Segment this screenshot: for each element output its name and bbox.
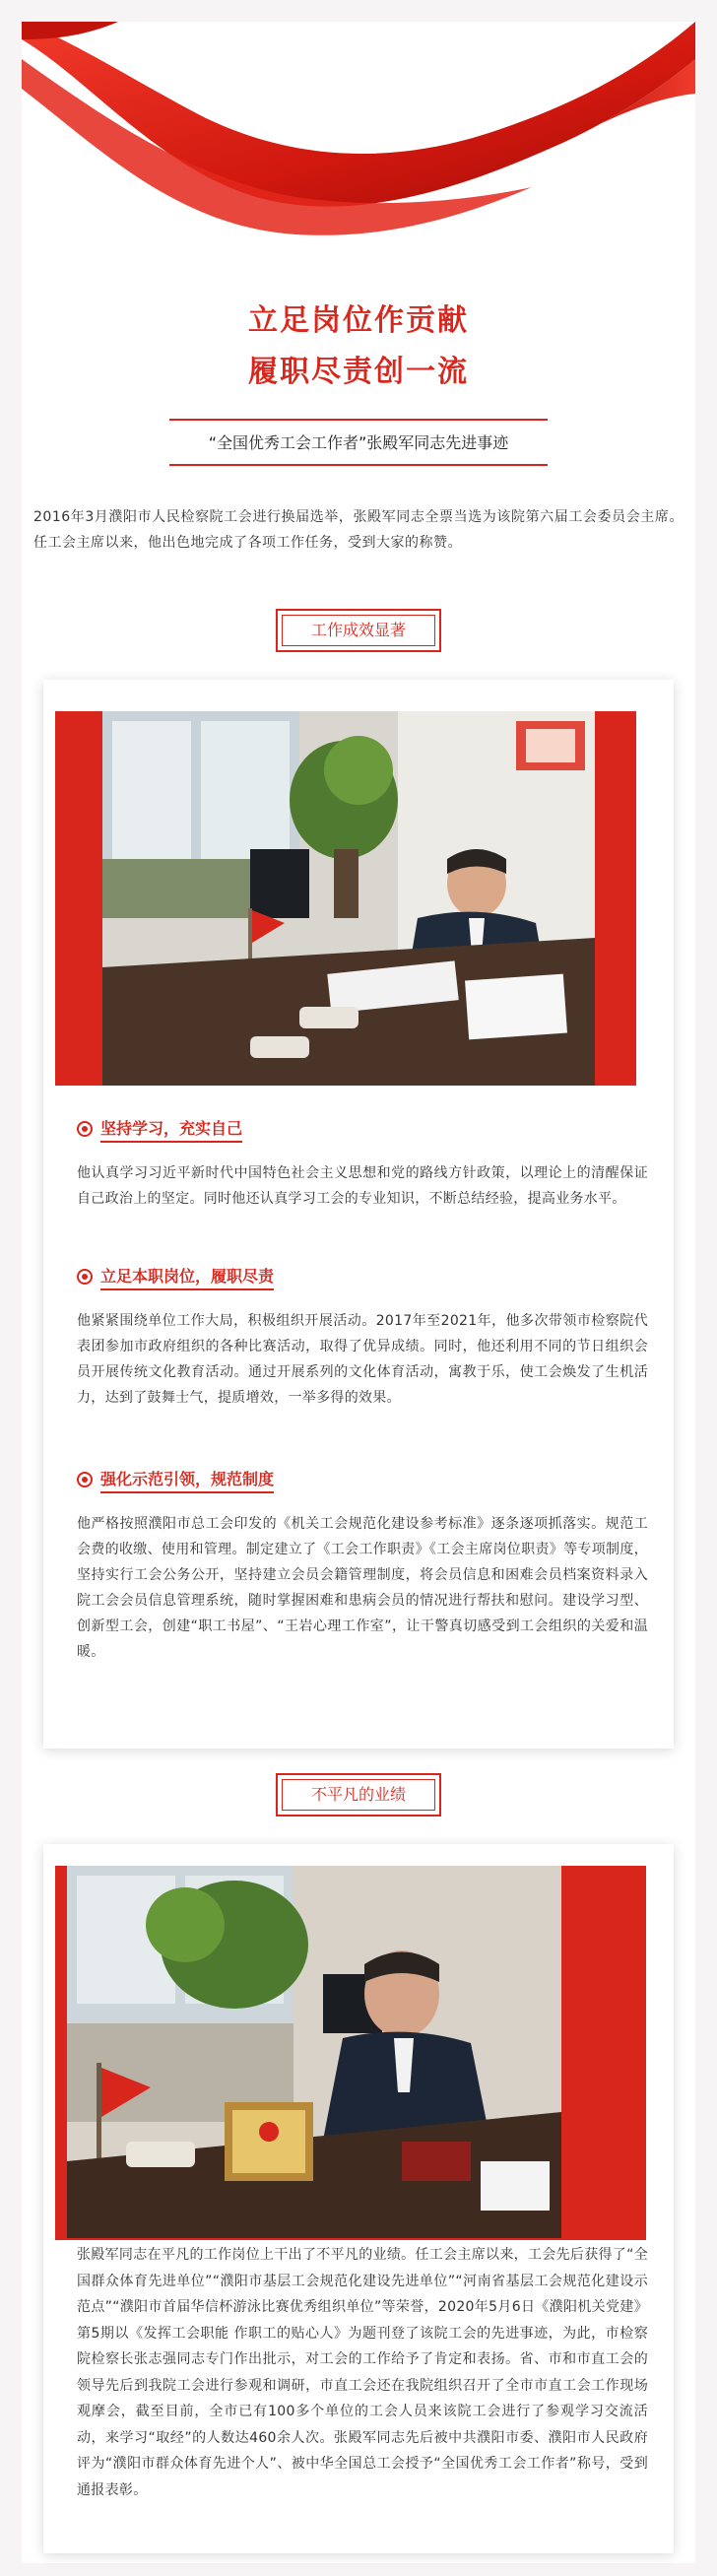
heading-text: 强化示范引领，规范制度 [100, 1467, 274, 1493]
performance-card [43, 1844, 674, 2553]
intro-paragraph: 2016年3月濮阳市人民检察院工会进行换届选举，张殿军同志全票当选为该院第六届工会委员会主席。任工会主席以来，他出色地完成了各项工作任务，受到大家的称赞。 [33, 509, 684, 551]
heading-duty [77, 1263, 274, 1290]
subtitle-rule-top [169, 419, 548, 421]
title-line-1: 立足岗位作贡献 [248, 303, 469, 338]
office-photo-1 [102, 711, 595, 1086]
subtitle-rule-bottom [169, 464, 548, 466]
bullet-icon [77, 1269, 93, 1285]
subtitle-box [169, 419, 548, 466]
section-tag-performance [276, 1773, 441, 1816]
heading-standards [77, 1466, 274, 1493]
paragraph-standards: 他严格按照濮阳市总工会印发的《机关工会规范化建设参考标准》逐条逐项抓落实。规范工会费的收缴、使用和管理。制定建立了《工会工作职责》《工会主席岗位职责》等专项制度，坚持实行工会公务公开，坚持建立会员会籍管理制度，将会员信息和困难会员档案资料录入院工会会员信息管理系统，随时掌握困难和患病会员的情况进行帮扶和慰问。建设学习型、创新型工会，创建“职工书屋”、“王岩心理工作室”，让干警真切感受到工会组织的关爱和温暖。 [77, 1516, 648, 1660]
paragraph-study: 他认真学习习近平新时代中国特色社会主义思想和党的路线方针政策，以理论上的清醒保证自己政治上的坚定。同时他还认真学习工会的专业知识，不断总结经验，提高业务水平。 [77, 1165, 648, 1207]
bullet-icon [77, 1472, 93, 1487]
office-photo-2 [67, 1866, 561, 2238]
paragraph-duty: 他紧紧围绕单位工作大局，积极组织开展活动。2017年至2021年，他多次带领市检察院代表团参加市政府组织的各种比赛活动，取得了优异成绩。同时，他还利用不同的节日组织会员开展传统文化教育活动。通过开展系列的文化体育活动，寓教于乐，使工会焕发了生机活力，达到了鼓舞士气，提质增效，一举多得的效果。 [77, 1313, 648, 1406]
achievements-card [43, 680, 674, 1749]
article-title [0, 296, 717, 398]
heading-text: 坚持学习，充实自己 [100, 1116, 242, 1143]
red-ribbon-decoration [0, 0, 717, 246]
paragraph-performance: 张殿军同志在平凡的工作岗位上干出了不平凡的业绩。任工会主席以来，工会先后获得了“全国群众体育先进单位”“濮阳市基层工会规范化建设先进单位”“河南省基层工会规范化建设示范点”“濮阳市首届华信杯游泳比赛优秀组织单位”等荣誉，2020年5月6日《濮阳机关党建》第5期以《发挥工会职能 作职工的贴心人》为题刊登了该院工会的先进事迹，为此，市检察院检察长张志强同志专门作出批示，对工会的工作给予了肯定和表扬。省、市和市直工会的领导先后到我院工会进行参观和调研，市直工会还在我院组织召开了全市市直工会工作现场观摩会，截至目前，全市已有100多个单位的工会人员来该院工会进行了参观学习交流活动，来学习“取经”的人数达460余人次。张殿军同志先后被中共濮阳市委、濮阳市人民政府评为“濮阳市群众体育先进个人”、被中华全国总工会授予“全国优秀工会工作者”称号，受到通报表彰。 [77, 2247, 648, 2498]
heading-text: 立足本职岗位，履职尽责 [100, 1264, 274, 1290]
section-tag-label: 工作成效显著 [282, 615, 435, 646]
bullet-icon [77, 1121, 93, 1137]
subtitle: “全国优秀工会工作者”张殿军同志先进事迹 [208, 433, 509, 452]
section-tag-achievements [276, 609, 441, 652]
title-line-2: 履职尽责创一流 [248, 355, 469, 389]
heading-study [77, 1115, 242, 1143]
section-tag-label: 不平凡的业绩 [282, 1779, 435, 1811]
